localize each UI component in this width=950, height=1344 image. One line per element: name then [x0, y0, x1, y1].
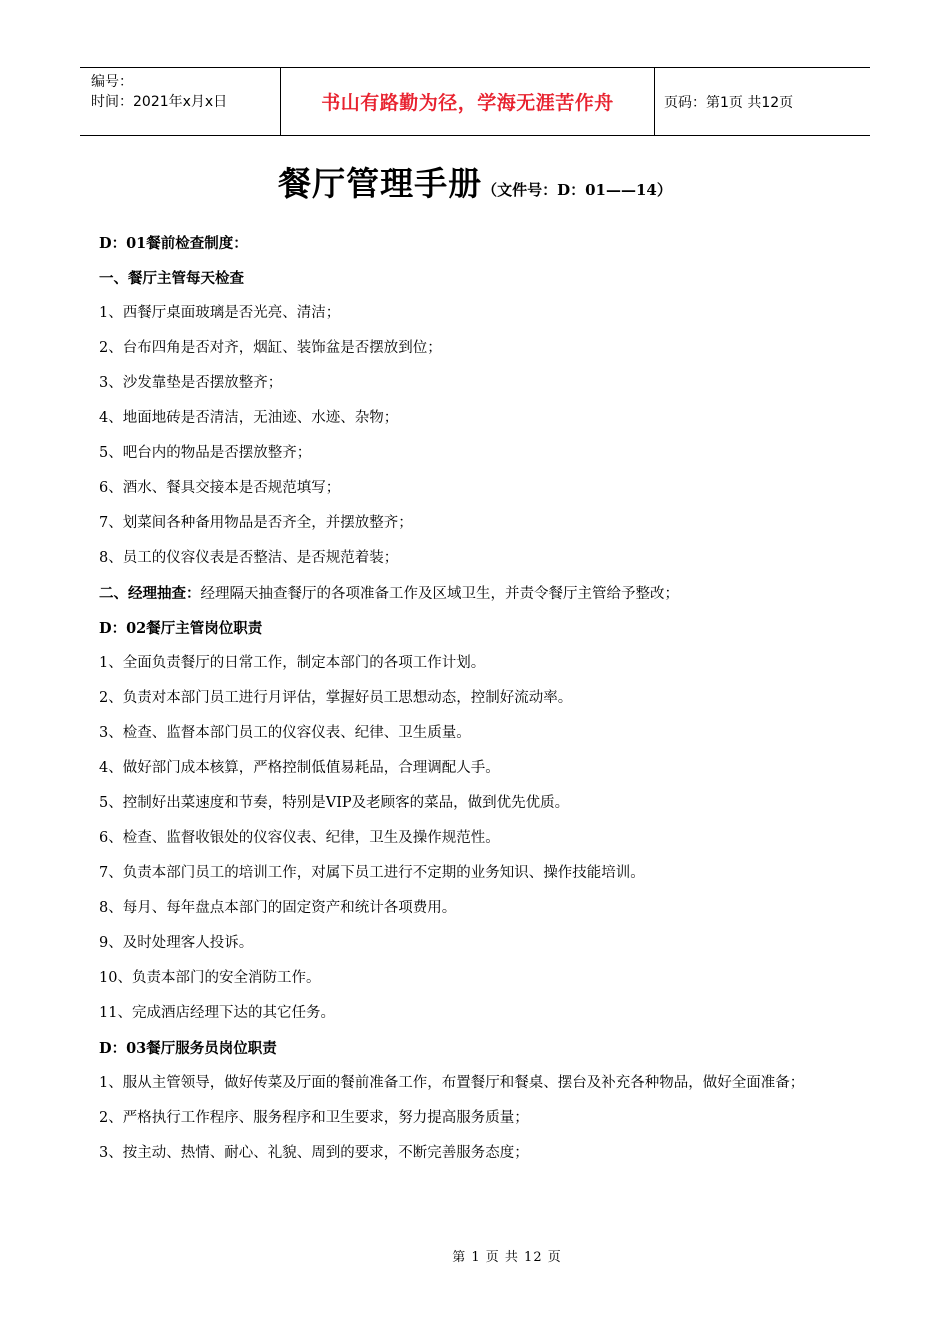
header-page-info: 页码：第1页 共12页	[664, 94, 794, 111]
paragraph-line: 4、地面地砖是否清洁，无油迹、水迹、杂物；	[99, 410, 399, 426]
paragraph-line: 8、每月、每年盘点本部门的固定资产和统计各项费用。	[99, 900, 457, 916]
paragraph-line: 7、划菜间各种备用物品是否齐全，并摆放整齐；	[99, 515, 413, 531]
paragraph-line: 9、及时处理客人投诉。	[99, 935, 254, 951]
paragraph-line: 6、检查、监督收银处的仪容仪表、纪律，卫生及操作规范性。	[99, 830, 500, 846]
document-body	[99, 226, 859, 1171]
title-main: 餐厅管理手册	[278, 164, 483, 203]
paragraph-line: 1、全面负责餐厅的日常工作，制定本部门的各项工作计划。	[99, 655, 486, 671]
paragraph-line: 7、负责本部门员工的培训工作，对属下员工进行不定期的业务知识、操作技能培训。	[99, 865, 645, 881]
page-title	[0, 158, 950, 205]
paragraph-line: 二、经理抽查：经理隔天抽查餐厅的各项准备工作及区域卫生，并责令餐厅主管给予整改；	[99, 585, 679, 602]
section-heading: 一、餐厅主管每天检查	[99, 270, 244, 287]
number-label: 编号：	[91, 74, 133, 90]
paragraph-line: 2、负责对本部门员工进行月评估，掌握好员工思想动态，控制好流动率。	[99, 690, 573, 706]
paragraph-line: 5、控制好出菜速度和节奏，特别是VIP及老顾客的菜品，做到优先优质。	[99, 795, 570, 811]
paragraph-line: 2、严格执行工作程序、服务程序和卫生要求，努力提高服务质量；	[99, 1110, 529, 1126]
document-header	[80, 67, 870, 136]
paragraph-line: 10、负责本部门的安全消防工作。	[99, 970, 321, 986]
header-meta	[80, 68, 281, 135]
paragraph-line: 11、完成酒店经理下达的其它任务。	[99, 1005, 335, 1021]
paragraph-line: 8、员工的仪容仪表是否整洁、是否规范着装；	[99, 550, 399, 566]
paragraph-line: 3、检查、监督本部门员工的仪容仪表、纪律、卫生质量。	[99, 725, 471, 741]
paragraph-line: 2、台布四角是否对齐，烟缸、装饰盆是否摆放到位；	[99, 340, 442, 356]
section-heading: D：01餐前检查制度：	[99, 235, 248, 252]
title-doc-number: （文件号：D：01——14）	[482, 181, 672, 199]
paragraph-line: 3、沙发靠垫是否摆放整齐；	[99, 375, 283, 391]
paragraph-line: 5、吧台内的物品是否摆放整齐；	[99, 445, 312, 461]
paragraph-line: 1、西餐厅桌面玻璃是否光亮、清洁；	[99, 305, 341, 321]
time-label: 时间：2021年x月x日	[91, 94, 228, 110]
section-heading: D：03餐厅服务员岗位职责	[99, 1040, 277, 1057]
page-footer: 第 1 页 共 12 页	[452, 1250, 562, 1265]
paragraph-line: 3、按主动、热情、耐心、礼貌、周到的要求，不断完善服务态度；	[99, 1145, 529, 1161]
section-heading: D：02餐厅主管岗位职责	[99, 620, 263, 637]
paragraph-line: 1、服从主管领导，做好传菜及厅面的餐前准备工作，布置餐厅和餐桌、摆台及补充各种物品，做好全面准备；	[99, 1075, 805, 1091]
paragraph-line: 4、做好部门成本核算，严格控制低值易耗品，合理调配人手。	[99, 760, 500, 776]
header-motto: 书山有路勤为径，学海无涯苦作舟	[281, 68, 655, 135]
paragraph-line: 6、酒水、餐具交接本是否规范填写；	[99, 480, 341, 496]
